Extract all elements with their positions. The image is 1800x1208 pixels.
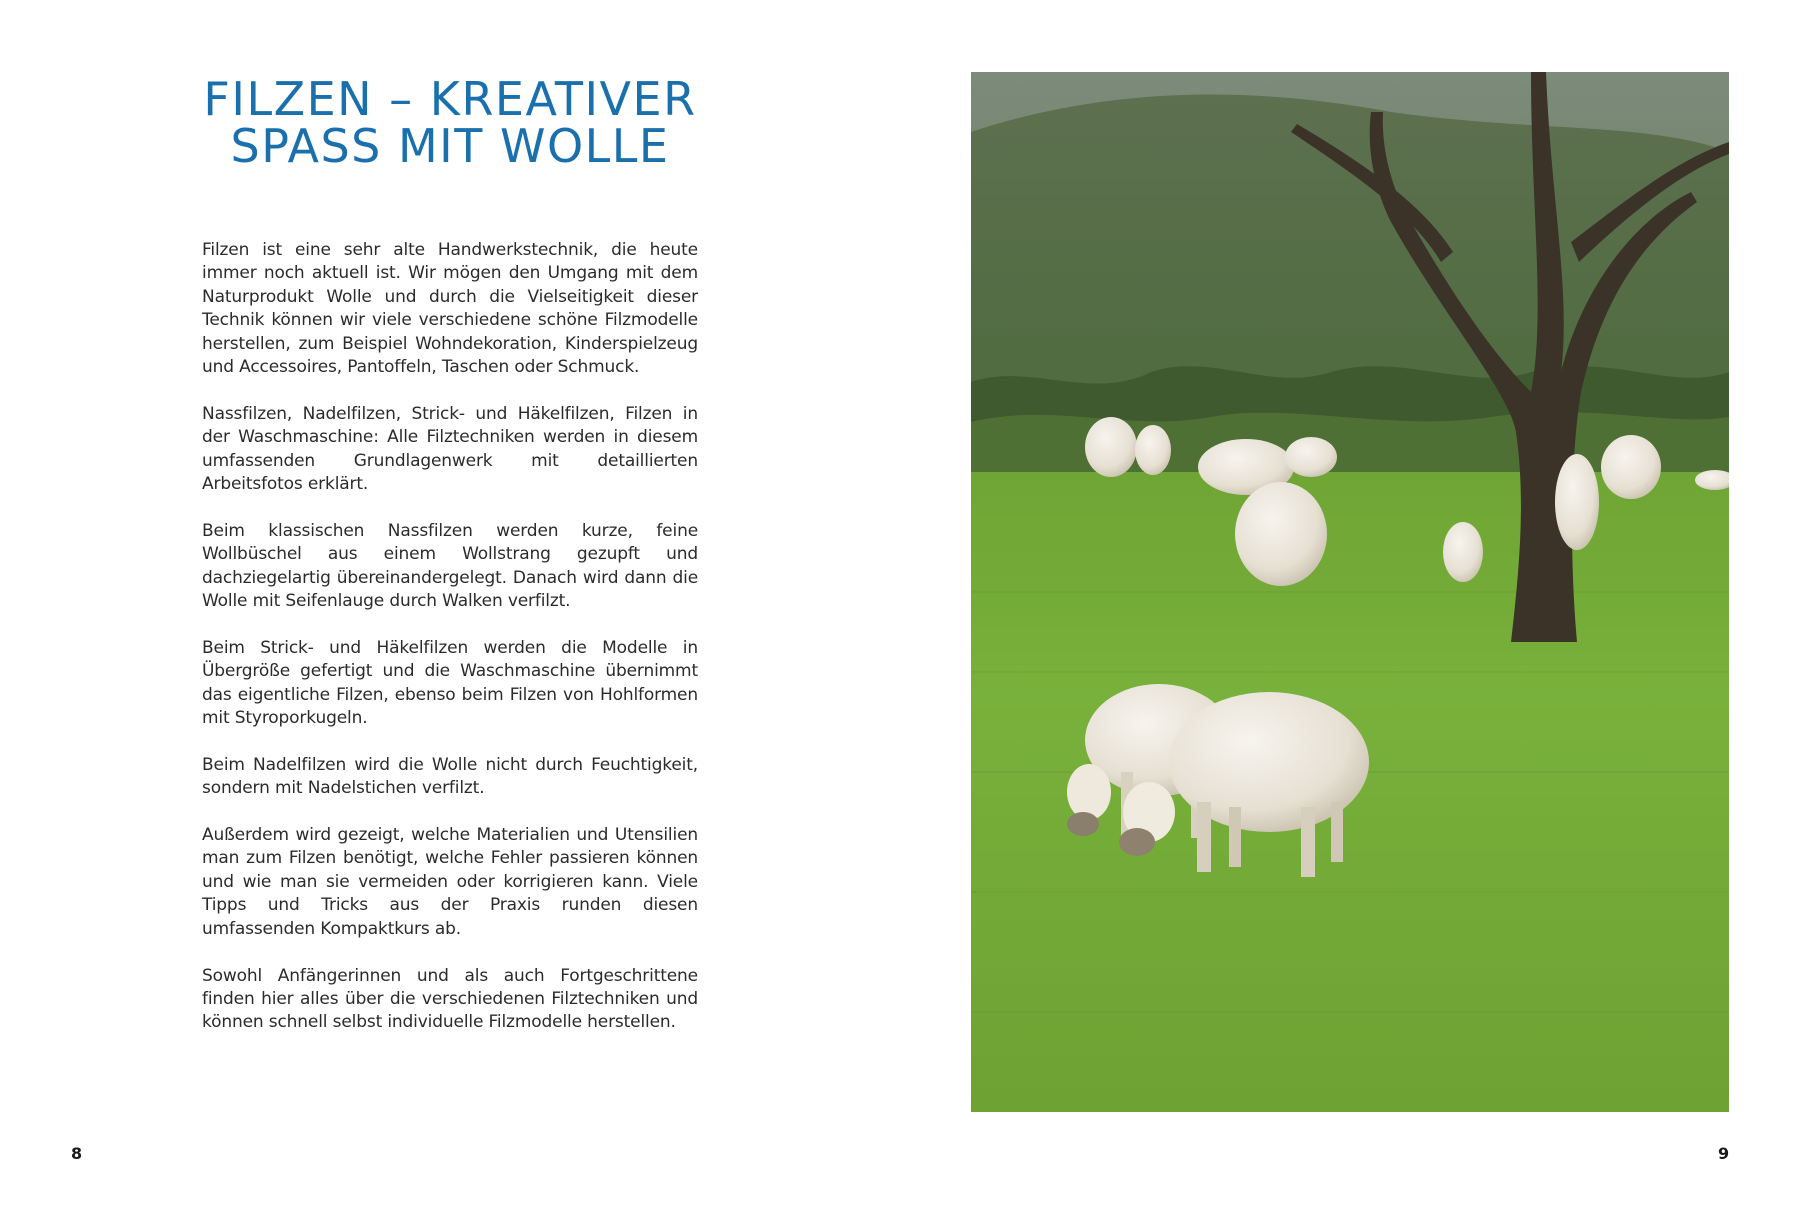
paragraph: Nassfilzen, Nadelfilzen, Strick- und Häkelfilzen, Filzen in der Waschmaschine: Alle Filztechniken werden in diesem umfassenden Grundlagenwerk mit detaillierten Arbeitsfotos erklärt. — [202, 403, 698, 495]
paragraph: Außerdem wird gezeigt, welche Materialien und Utensilien man zum Filzen benötigt, welche Fehler passieren können und wie man sie vermeiden oder korrigieren kann. Viele Tipps und Tricks aus der Praxis runden diesen umfassenden Kompaktkurs ab. — [202, 825, 698, 939]
sheep-photo — [971, 72, 1729, 1112]
paragraph: Filzen ist eine sehr alte Handwerkstechnik, die heute immer noch aktuell ist. Wir mögen den Umgang mit dem Naturprodukt Wolle und durch die Vielseitigkeit dieser Technik können wir viele verschiedene schöne Filzmodelle herstellen, zum Beispiel Wohndekoration, Kinderspielzeug und Accessoires, Pantoffeln, Taschen oder Schmuck. — [202, 240, 698, 378]
page-number-right: 9 — [1718, 1144, 1730, 1163]
page-title — [200, 72, 700, 173]
right-page — [900, 0, 1800, 1208]
title-line-1: FILZEN – KREATIVER — [203, 72, 697, 126]
paragraph: Beim Strick- und Häkelfilzen werden die Modelle in Übergröße gefertigt und die Waschmaschine übernimmt das eigentliche Filzen, ebenso beim Filzen von Hohlformen mit Styroporkugeln. — [202, 637, 698, 729]
paragraph: Sowohl Anfängerinnen und als auch Fortgeschrittene finden hier alles über die verschiedenen Filztechniken und können schnell selbst individuelle Filzmodelle herstellen. — [202, 965, 698, 1033]
page-number-left: 8 — [71, 1144, 83, 1163]
body-text — [202, 239, 698, 1035]
paragraph: Beim Nadelfilzen wird die Wolle nicht durch Feuchtigkeit, sondern mit Nadelstichen verfilzt. — [202, 754, 698, 799]
title-line-2: SPASS MIT WOLLE — [230, 119, 670, 173]
paragraph: Beim klassischen Nassfilzen werden kurze, feine Wollbüschel aus einem Wollstrang gezupft und dachziegelartig übereinandergelegt. Danach wird dann die Wolle mit Seifenlauge durch Walken verfilzt. — [202, 520, 698, 612]
